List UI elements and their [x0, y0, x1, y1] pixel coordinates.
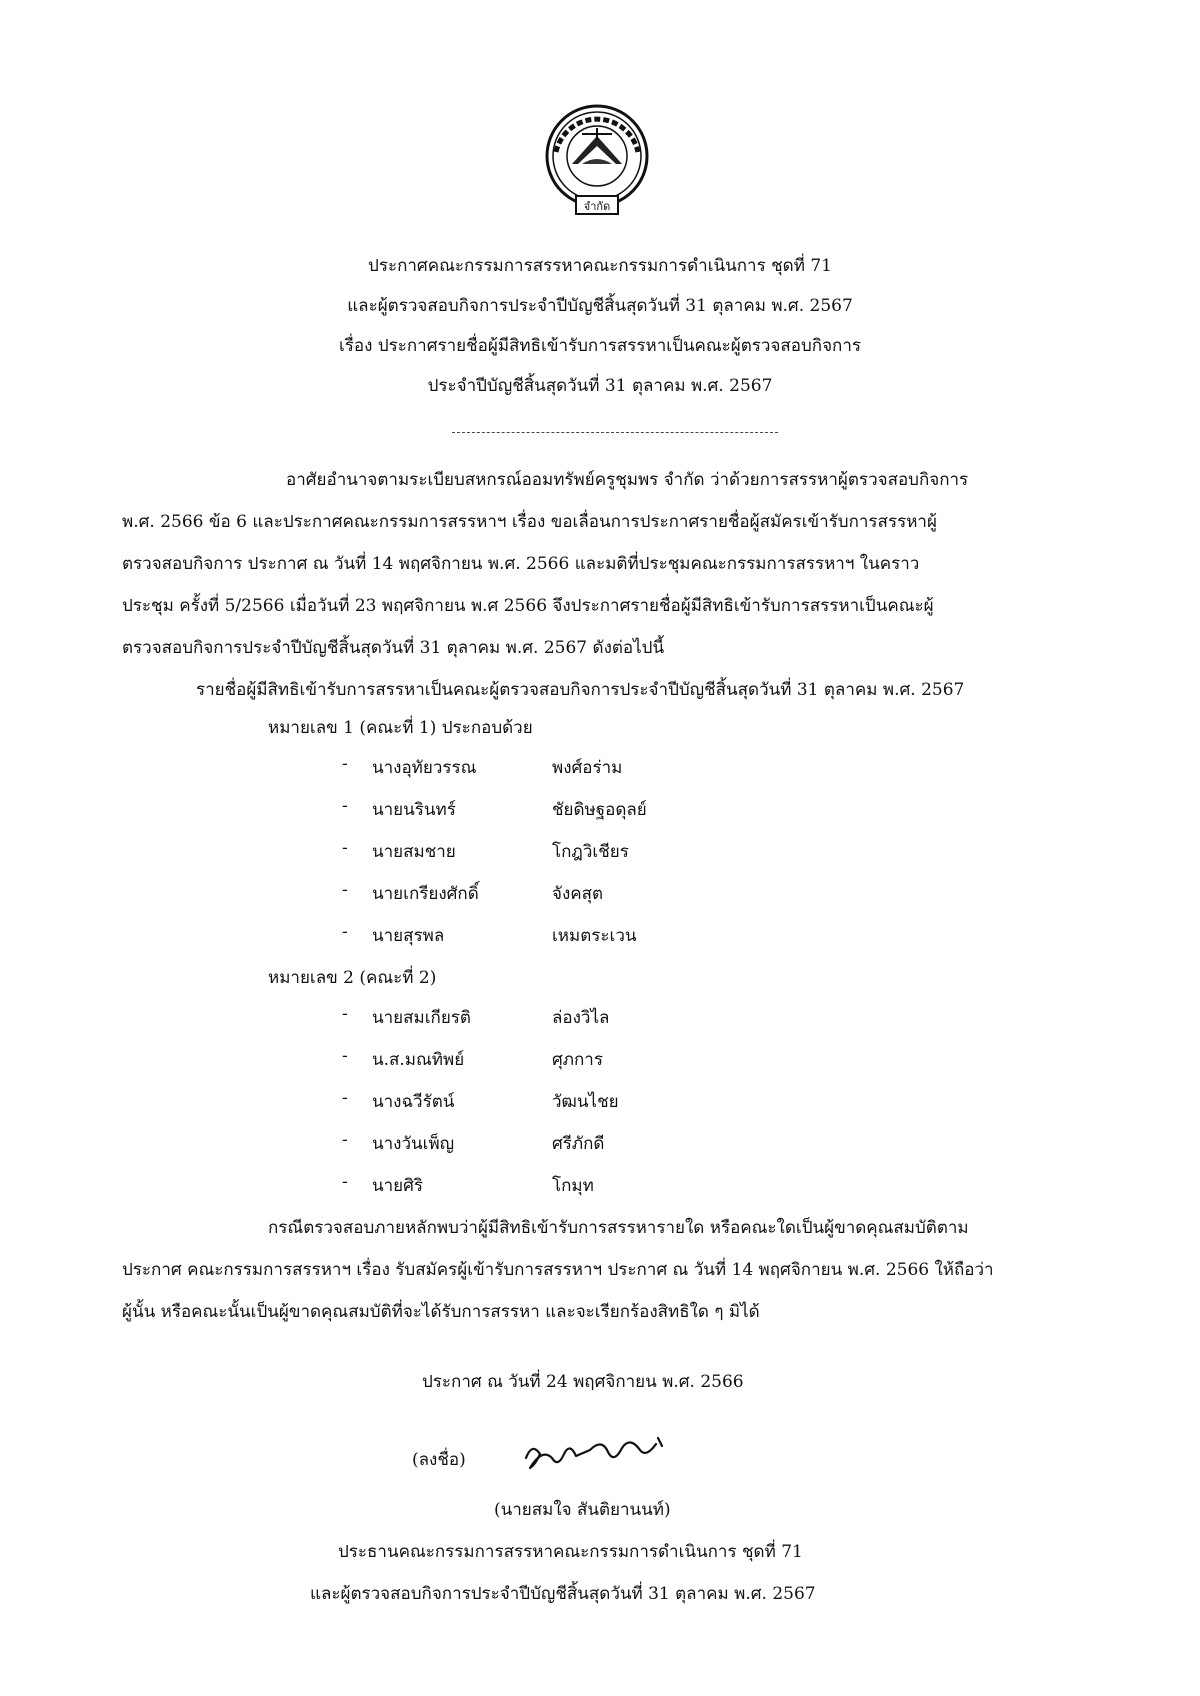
member-last-name: ศุภการ [552, 1050, 603, 1070]
closing-line-1: กรณีตรวจสอบภายหลักพบว่าผู้มีสิทธิเข้ารับการสรรหารายใด หรือคณะใดเป็นผู้ขาดคุณสมบัติตาม [268, 1218, 969, 1238]
group-1-heading: หมายเลข 1 (คณะที่ 1) ประกอบด้วย [268, 718, 533, 738]
body-line-4: ประชุม ครั้งที่ 5/2566 เมื่อวันที่ 23 พฤศจิกายน พ.ศ 2566 จึงประกาศรายชื่อผู้มีสิทธิเข้ารับการสรรหาเป็นคณะผู้ [122, 596, 934, 616]
svg-text:จำกัด: จำกัด [583, 200, 611, 213]
body-line-5: ตรวจสอบกิจการประจำปีบัญชีสิ้นสุดวันที่ 31 ตุลาคม พ.ศ. 2567 ดังต่อไปนี้ [122, 638, 665, 658]
title-line-3: เรื่อง ประกาศรายชื่อผู้มีสิทธิเข้ารับการสรรหาเป็นคณะผู้ตรวจสอบกิจการ [338, 336, 862, 356]
member-last-name: วัฒนไชย [552, 1092, 619, 1112]
list-dash: - [342, 838, 348, 858]
list-dash: - [342, 1130, 348, 1150]
list-dash: - [342, 880, 348, 900]
cooperative-seal-logo [538, 96, 656, 220]
announcement-date: ประกาศ ณ วันที่ 24 พฤศจิกายน พ.ศ. 2566 [422, 1372, 744, 1392]
signatory-name: (นายสมใจ สันติยานนท์) [494, 1500, 671, 1520]
list-dash: - [342, 1172, 348, 1192]
member-first-name: น.ส.มณทิพย์ [372, 1050, 465, 1070]
member-first-name: นายเกรียงศักดิ์ [372, 884, 479, 904]
group-2-heading: หมายเลข 2 (คณะที่ 2) [268, 968, 437, 988]
member-first-name: นางอุทัยวรรณ [372, 758, 477, 778]
member-first-name: นางวันเพ็ญ [372, 1134, 455, 1154]
member-last-name: ชัยดิษฐอดุลย์ [552, 800, 647, 820]
member-last-name: พงศ์อร่าม [552, 758, 623, 778]
member-last-name: โกฎวิเชียร [552, 842, 629, 862]
member-first-name: นายสุรพล [372, 926, 445, 946]
list-dash: - [342, 754, 348, 774]
list-dash: - [342, 1004, 348, 1024]
body-line-1: อาศัยอำนาจตามระเบียบสหกรณ์ออมทรัพย์ครูชุมพร จำกัด ว่าด้วยการสรรหาผู้ตรวจสอบกิจการ [286, 470, 969, 490]
member-first-name: นางฉวีรัตน์ [372, 1092, 455, 1112]
member-last-name: ล่องวิไล [552, 1008, 610, 1028]
member-last-name: ศรีภักดี [552, 1134, 605, 1154]
list-dash: - [342, 1088, 348, 1108]
title-line-2: และผู้ตรวจสอบกิจการประจำปีบัญชีสิ้นสุดวันที่ 31 ตุลาคม พ.ศ. 2567 [347, 296, 853, 316]
body-line-3: ตรวจสอบกิจการ ประกาศ ณ วันที่ 14 พฤศจิกายน พ.ศ. 2566 และมติที่ประชุมคณะกรรมการสรรหาฯ ในคราว [122, 554, 920, 574]
list-intro: รายชื่อผู้มีสิทธิเข้ารับการสรรหาเป็นคณะผู้ตรวจสอบกิจการประจำปีบัญชีสิ้นสุดวันที่ 31 ตุลาคม พ.ศ. 2567 [196, 680, 965, 700]
signatory-position-line-2: และผู้ตรวจสอบกิจการประจำปีบัญชีสิ้นสุดวันที่ 31 ตุลาคม พ.ศ. 2567 [310, 1584, 816, 1604]
member-last-name: โกมุท [552, 1176, 594, 1196]
title-line-1: ประกาศคณะกรรมการสรรหาคณะกรรมการดำเนินการ ชุดที่ 71 [368, 256, 832, 276]
member-first-name: นายสมเกียรติ [372, 1008, 471, 1028]
list-dash: - [342, 1046, 348, 1066]
closing-line-2: ประกาศ คณะกรรมการสรรหาฯ เรื่อง รับสมัครผู้เข้ารับการสรรหาฯ ประกาศ ณ วันที่ 14 พฤศจิกายน พ.ศ. 2566 ให้ถือว่า [122, 1260, 994, 1280]
list-dash: - [342, 922, 348, 942]
list-dash: - [342, 796, 348, 816]
member-first-name: นายสมชาย [372, 842, 456, 862]
announcement-title [0, 246, 1200, 406]
member-first-name: นายศิริ [372, 1176, 424, 1196]
title-line-4: ประจำปีบัญชีสิ้นสุดวันที่ 31 ตุลาคม พ.ศ. 2567 [427, 376, 773, 396]
signatory-position-line-1: ประธานคณะกรรมการสรรหาคณะกรรมการดำเนินการ ชุดที่ 71 [338, 1542, 803, 1562]
body-line-2: พ.ศ. 2566 ข้อ 6 และประกาศคณะกรรมการสรรหาฯ เรื่อง ขอเลื่อนการประกาศรายชื่อผู้สมัครเข้ารับการสรรหาผู้ [122, 512, 937, 532]
handwritten-signature [518, 1428, 678, 1484]
closing-line-3: ผู้นั้น หรือคณะนั้นเป็นผู้ขาดคุณสมบัติที่จะได้รับการสรรหา และจะเรียกร้องสิทธิใด ๆ มิได้ [122, 1302, 760, 1322]
member-first-name: นายนรินทร์ [372, 800, 456, 820]
member-last-name: จังคสุต [552, 884, 604, 904]
signature-label: (ลงชื่อ) [412, 1450, 466, 1470]
dashed-divider [452, 432, 778, 433]
member-last-name: เหมตระเวน [552, 926, 637, 946]
